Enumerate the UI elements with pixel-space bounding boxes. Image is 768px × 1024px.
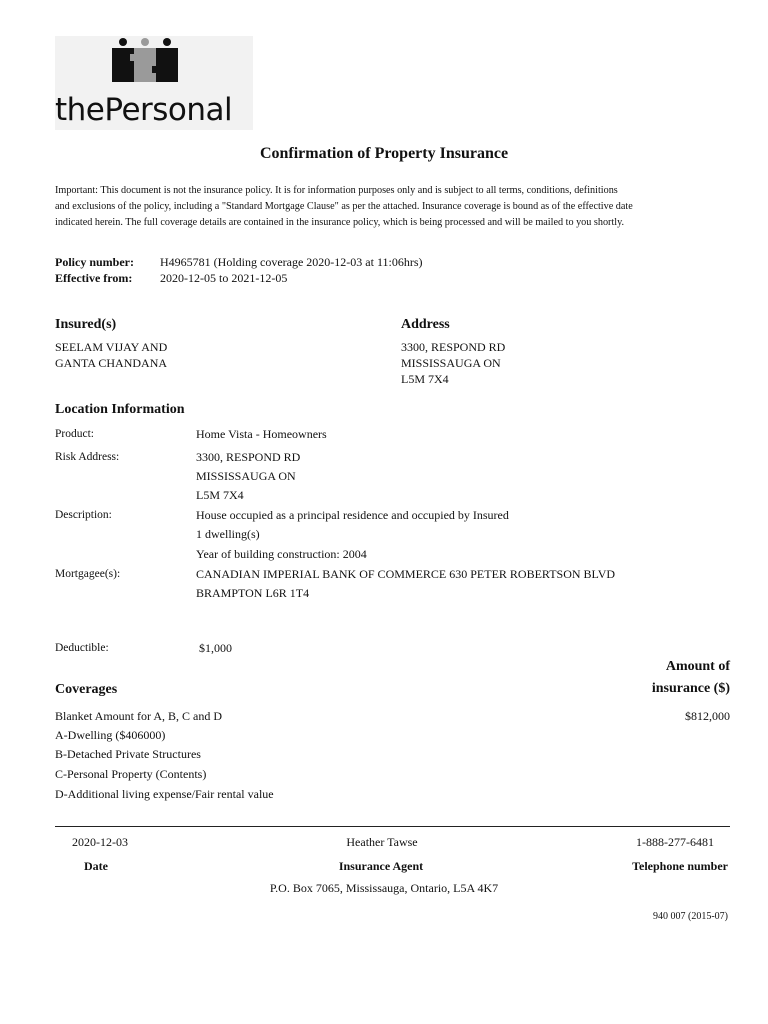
effective-from-value: 2020-12-05 to 2021-12-05 bbox=[160, 271, 288, 285]
date-value: 2020-12-03 bbox=[72, 835, 128, 849]
risk-address-line: 3300, RESPOND RD bbox=[196, 450, 301, 464]
agent-name-value: Heather Tawse bbox=[346, 835, 418, 849]
deductible-label: Deductible: bbox=[55, 642, 109, 654]
deductible-value: $1,000 bbox=[199, 641, 232, 655]
address-heading: Address bbox=[401, 317, 450, 332]
amount-heading: Amount of bbox=[665, 659, 730, 674]
risk-address-line: MISSISSAUGA ON bbox=[196, 469, 296, 483]
mortgagee-label: Mortgagee(s): bbox=[55, 568, 121, 580]
insurance-agent-label: Insurance Agent bbox=[338, 859, 424, 873]
policy-number-label: Policy number: bbox=[55, 255, 134, 269]
description-line: House occupied as a principal residence and occupied by Insured bbox=[196, 508, 509, 522]
coverage-item: C-Personal Property (Contents) bbox=[55, 767, 207, 781]
product-value: Home Vista - Homeowners bbox=[196, 427, 327, 441]
product-label: Product: bbox=[55, 428, 94, 440]
insured-heading: Insured(s) bbox=[55, 317, 117, 332]
risk-address-label: Risk Address: bbox=[55, 451, 120, 463]
coverage-item: A-Dwelling ($406000) bbox=[55, 728, 166, 742]
people-logo-icon bbox=[110, 36, 180, 86]
risk-address-line: L5M 7X4 bbox=[196, 488, 244, 502]
insured-name-line: GANTA CHANDANA bbox=[55, 356, 168, 370]
coverage-item: B-Detached Private Structures bbox=[55, 747, 201, 761]
mortgagee-line: BRAMPTON L6R 1T4 bbox=[196, 586, 310, 600]
phone-value: 1-888-277-6481 bbox=[636, 835, 714, 849]
form-code: 940 007 (2015-07) bbox=[653, 911, 728, 922]
signature-divider bbox=[55, 826, 730, 827]
blanket-amount-value: $812,000 bbox=[685, 709, 730, 723]
location-heading: Location Information bbox=[55, 402, 185, 417]
document-title: Confirmation of Property Insurance bbox=[259, 145, 509, 162]
description-line: Year of building construction: 2004 bbox=[196, 547, 367, 561]
description-line: 1 dwelling(s) bbox=[196, 527, 260, 541]
address-line: 3300, RESPOND RD bbox=[401, 340, 506, 354]
address-line: L5M 7X4 bbox=[401, 372, 449, 386]
policy-number-value: H4965781 (Holding coverage 2020-12-03 at 11:06hrs) bbox=[160, 255, 423, 269]
date-label: Date bbox=[84, 859, 108, 873]
important-notice: Important: This document is not the insurance policy. It is for information purposes only and is subject to all terms, conditions, definitions and exclusions of the policy, including a "Standard Mortgage Clause" as per the attached. Insurance coverage is bound as of the effective date indicated herein. The full coverage details are contained in the insurance policy, which is being processed and will be mailed to you shortly. bbox=[55, 185, 633, 228]
po-box-address: P.O. Box 7065, Mississauga, Ontario, L5A 4K7 bbox=[269, 881, 499, 895]
address-line: MISSISSAUGA ON bbox=[401, 356, 501, 370]
brand-logo-text: thePersonal bbox=[55, 92, 233, 128]
insured-name-line: SEELAM VIJAY AND bbox=[55, 340, 168, 354]
coverage-item: D-Additional living expense/Fair rental value bbox=[55, 787, 274, 801]
coverages-heading: Coverages bbox=[55, 682, 118, 697]
amount-heading: insurance ($) bbox=[651, 681, 730, 696]
description-label: Description: bbox=[55, 509, 112, 521]
effective-from-label: Effective from: bbox=[55, 271, 133, 285]
coverage-item: Blanket Amount for A, B, C and D bbox=[55, 709, 222, 723]
mortgagee-line: CANADIAN IMPERIAL BANK OF COMMERCE 630 PETER ROBERTSON BLVD bbox=[196, 567, 616, 581]
telephone-label: Telephone number bbox=[632, 859, 728, 873]
